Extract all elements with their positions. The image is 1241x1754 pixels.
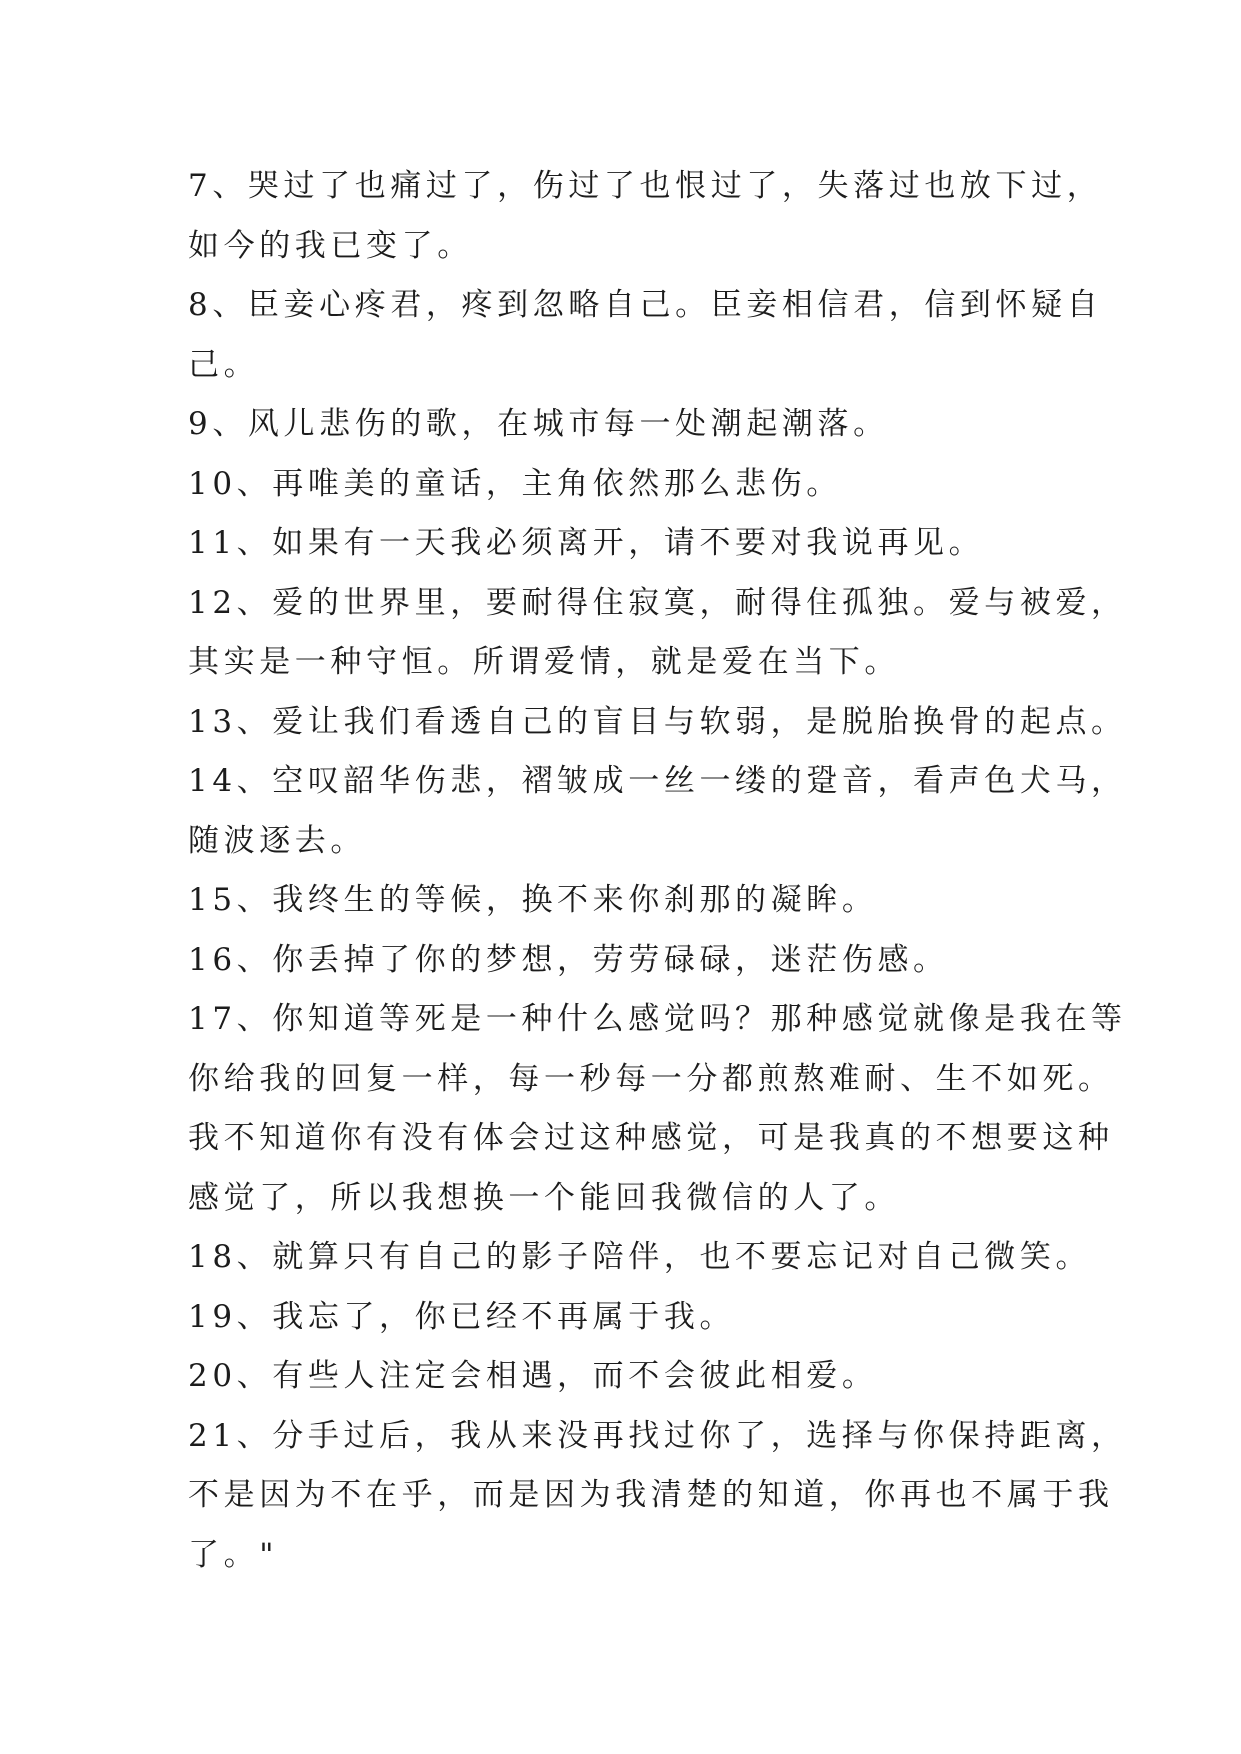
text-line: 17、你知道等死是一种什么感觉吗？那种感觉就像是我在等 [188, 1001, 1127, 1037]
text-line: 不是因为不在乎，而是因为我清楚的知道，你再也不属于我 [188, 1477, 1114, 1513]
text-line: 8、臣妾心疼君，疼到忽略自己。臣妾相信君，信到怀疑自 [188, 287, 1103, 323]
text-line: 11、如果有一天我必须离开，请不要对我说再见。 [188, 525, 985, 561]
text-line: 10、再唯美的童话，主角依然那么悲伤。 [188, 465, 842, 502]
text-line: 其实是一种守恒。所谓爱情，就是爱在当下。 [188, 644, 900, 680]
text-line: 己。 [188, 346, 260, 383]
text-line: 19、我忘了，你已经不再属于我。 [188, 1298, 736, 1335]
text-line: 16、你丢掉了你的梦想，劳劳碌碌，迷茫伤感。 [188, 941, 949, 978]
text-line: 随波逐去。 [188, 822, 366, 859]
text-line: 7、哭过了也痛过了，伤过了也恨过了，失落过也放下过， [188, 168, 1103, 204]
text-line: 20、有些人注定会相遇，而不会彼此相爱。 [188, 1358, 878, 1394]
text-line: 我不知道你有没有体会过这种感觉，可是我真的不想要这种 [188, 1120, 1114, 1156]
document-body [188, 157, 1127, 1585]
text-line: 15、我终生的等候，换不来你刹那的凝眸。 [188, 882, 878, 918]
text-line: 9、风儿悲伤的歌，在城市每一处潮起潮落。 [188, 406, 889, 442]
text-line: 21、分手过后，我从来没再找过你了，选择与你保持距离， [188, 1417, 1127, 1454]
text-line: 感觉了，所以我想换一个能回我微信的人了。 [188, 1179, 900, 1216]
text-line: 12、爱的世界里，要耐得住寂寞，耐得住孤独。爱与被爱， [188, 584, 1127, 621]
text-line: 你给我的回复一样，每一秒每一分都煎熬难耐、生不如死。 [188, 1060, 1114, 1097]
text-line: 18、就算只有自己的影子陪伴，也不要忘记对自己微笑。 [188, 1239, 1092, 1275]
text-line: 如今的我已变了。 [188, 227, 473, 264]
text-line: 13、爱让我们看透自己的盲目与软弱，是脱胎换骨的起点。 [188, 703, 1127, 740]
text-line: 14、空叹韶华伤悲，褶皱成一丝一缕的跫音，看声色犬马， [188, 763, 1127, 799]
text-line: 了。" [188, 1536, 279, 1573]
